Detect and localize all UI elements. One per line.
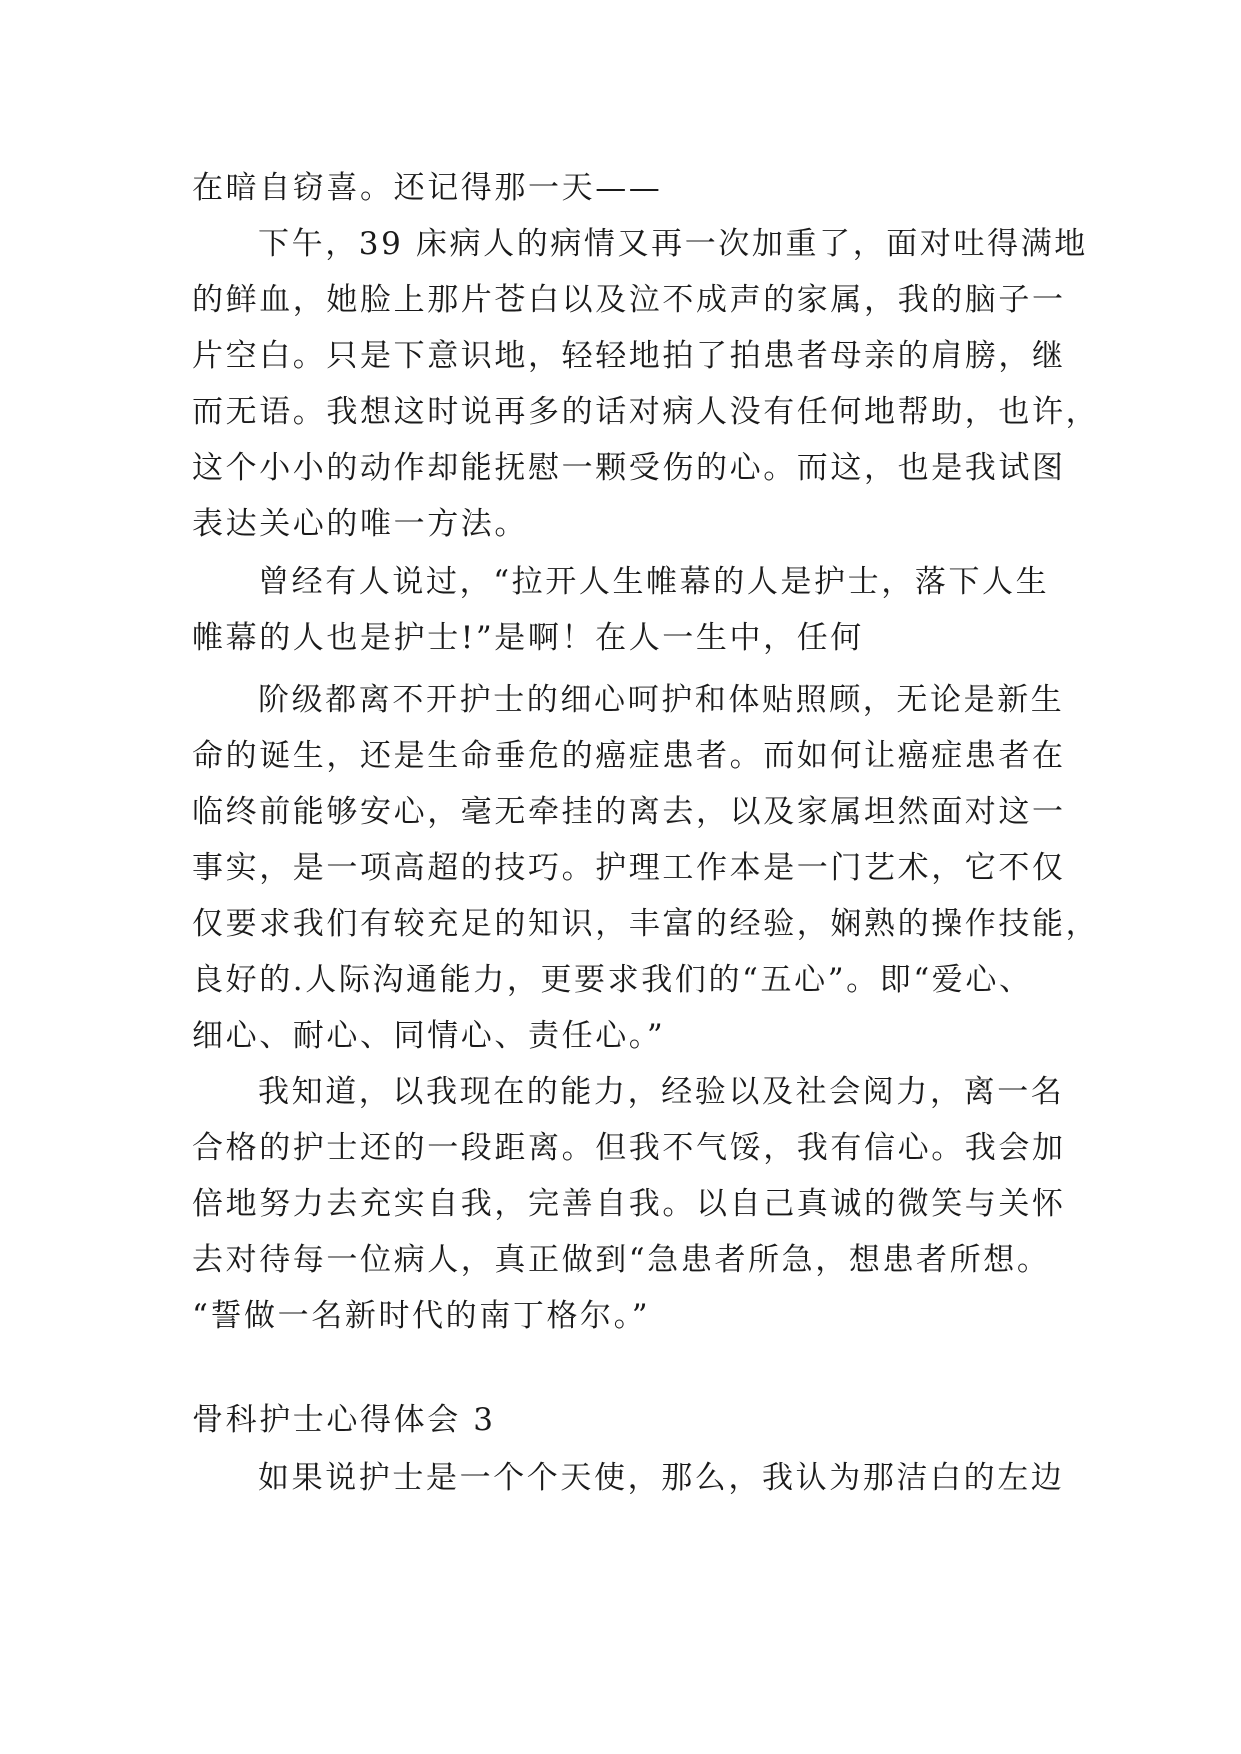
text-line: 帷幕的人也是护士!”是啊！在人一生中，任何 xyxy=(192,620,864,656)
text-line: 去对待每一位病人，真正做到“急患者所急，想患者所想。 xyxy=(192,1242,1051,1278)
text-line: 这个小小的动作却能抚慰一颗受伤的心。而这，也是我试图 xyxy=(192,450,1066,486)
text-line: 仅要求我们有较充足的知识，丰富的经验，娴熟的操作技能， xyxy=(192,906,1100,942)
text-line: 的鲜血，她脸上那片苍白以及泣不成声的家属，我的脑子一 xyxy=(192,282,1066,318)
text-line: 命的诞生，还是生命垂危的癌症患者。而如何让癌症患者在 xyxy=(192,738,1066,774)
section-heading: 骨科护士心得体会 3 xyxy=(192,1402,496,1438)
text-line: 事实，是一项高超的技巧。护理工作本是一门艺术，它不仅 xyxy=(192,850,1066,886)
text-line: 我知道，以我现在的能力，经验以及社会阅力，离一名 xyxy=(258,1074,1065,1110)
text-line: 良好的.人际沟通能力，更要求我们的“五心”。即“爱心、 xyxy=(192,962,1033,998)
text-line: 表达关心的唯一方法。 xyxy=(192,506,528,542)
text-line: 曾经有人说过，“拉开人生帷幕的人是护士，落下人生 xyxy=(258,564,1050,600)
text-line: 临终前能够安心，毫无牵挂的离去，以及家属坦然面对这一 xyxy=(192,794,1066,830)
text-line: 片空白。只是下意识地，轻轻地拍了拍患者母亲的肩膀，继 xyxy=(192,338,1066,374)
text-line: 合格的护士还的一段距离。但我不气馁，我有信心。我会加 xyxy=(192,1130,1066,1166)
text-line: 阶级都离不开护士的细心呵护和体贴照顾，无论是新生 xyxy=(258,682,1065,718)
text-line: 如果说护士是一个个天使，那么，我认为那洁白的左边 xyxy=(258,1460,1065,1496)
text-line: 在暗自窃喜。还记得那一天—— xyxy=(192,170,663,206)
text-line: 下午，39 床病人的病情又再一次加重了，面对吐得满地 xyxy=(258,226,1088,262)
text-line: 而无语。我想这时说再多的话对病人没有任何地帮助，也许， xyxy=(192,394,1100,430)
text-line: 细心、耐心、同情心、责任心。” xyxy=(192,1018,666,1054)
text-line: “誓做一名新时代的南丁格尔。” xyxy=(192,1298,651,1334)
text-line: 倍地努力去充实自我，完善自我。以自己真诚的微笑与关怀 xyxy=(192,1186,1066,1222)
